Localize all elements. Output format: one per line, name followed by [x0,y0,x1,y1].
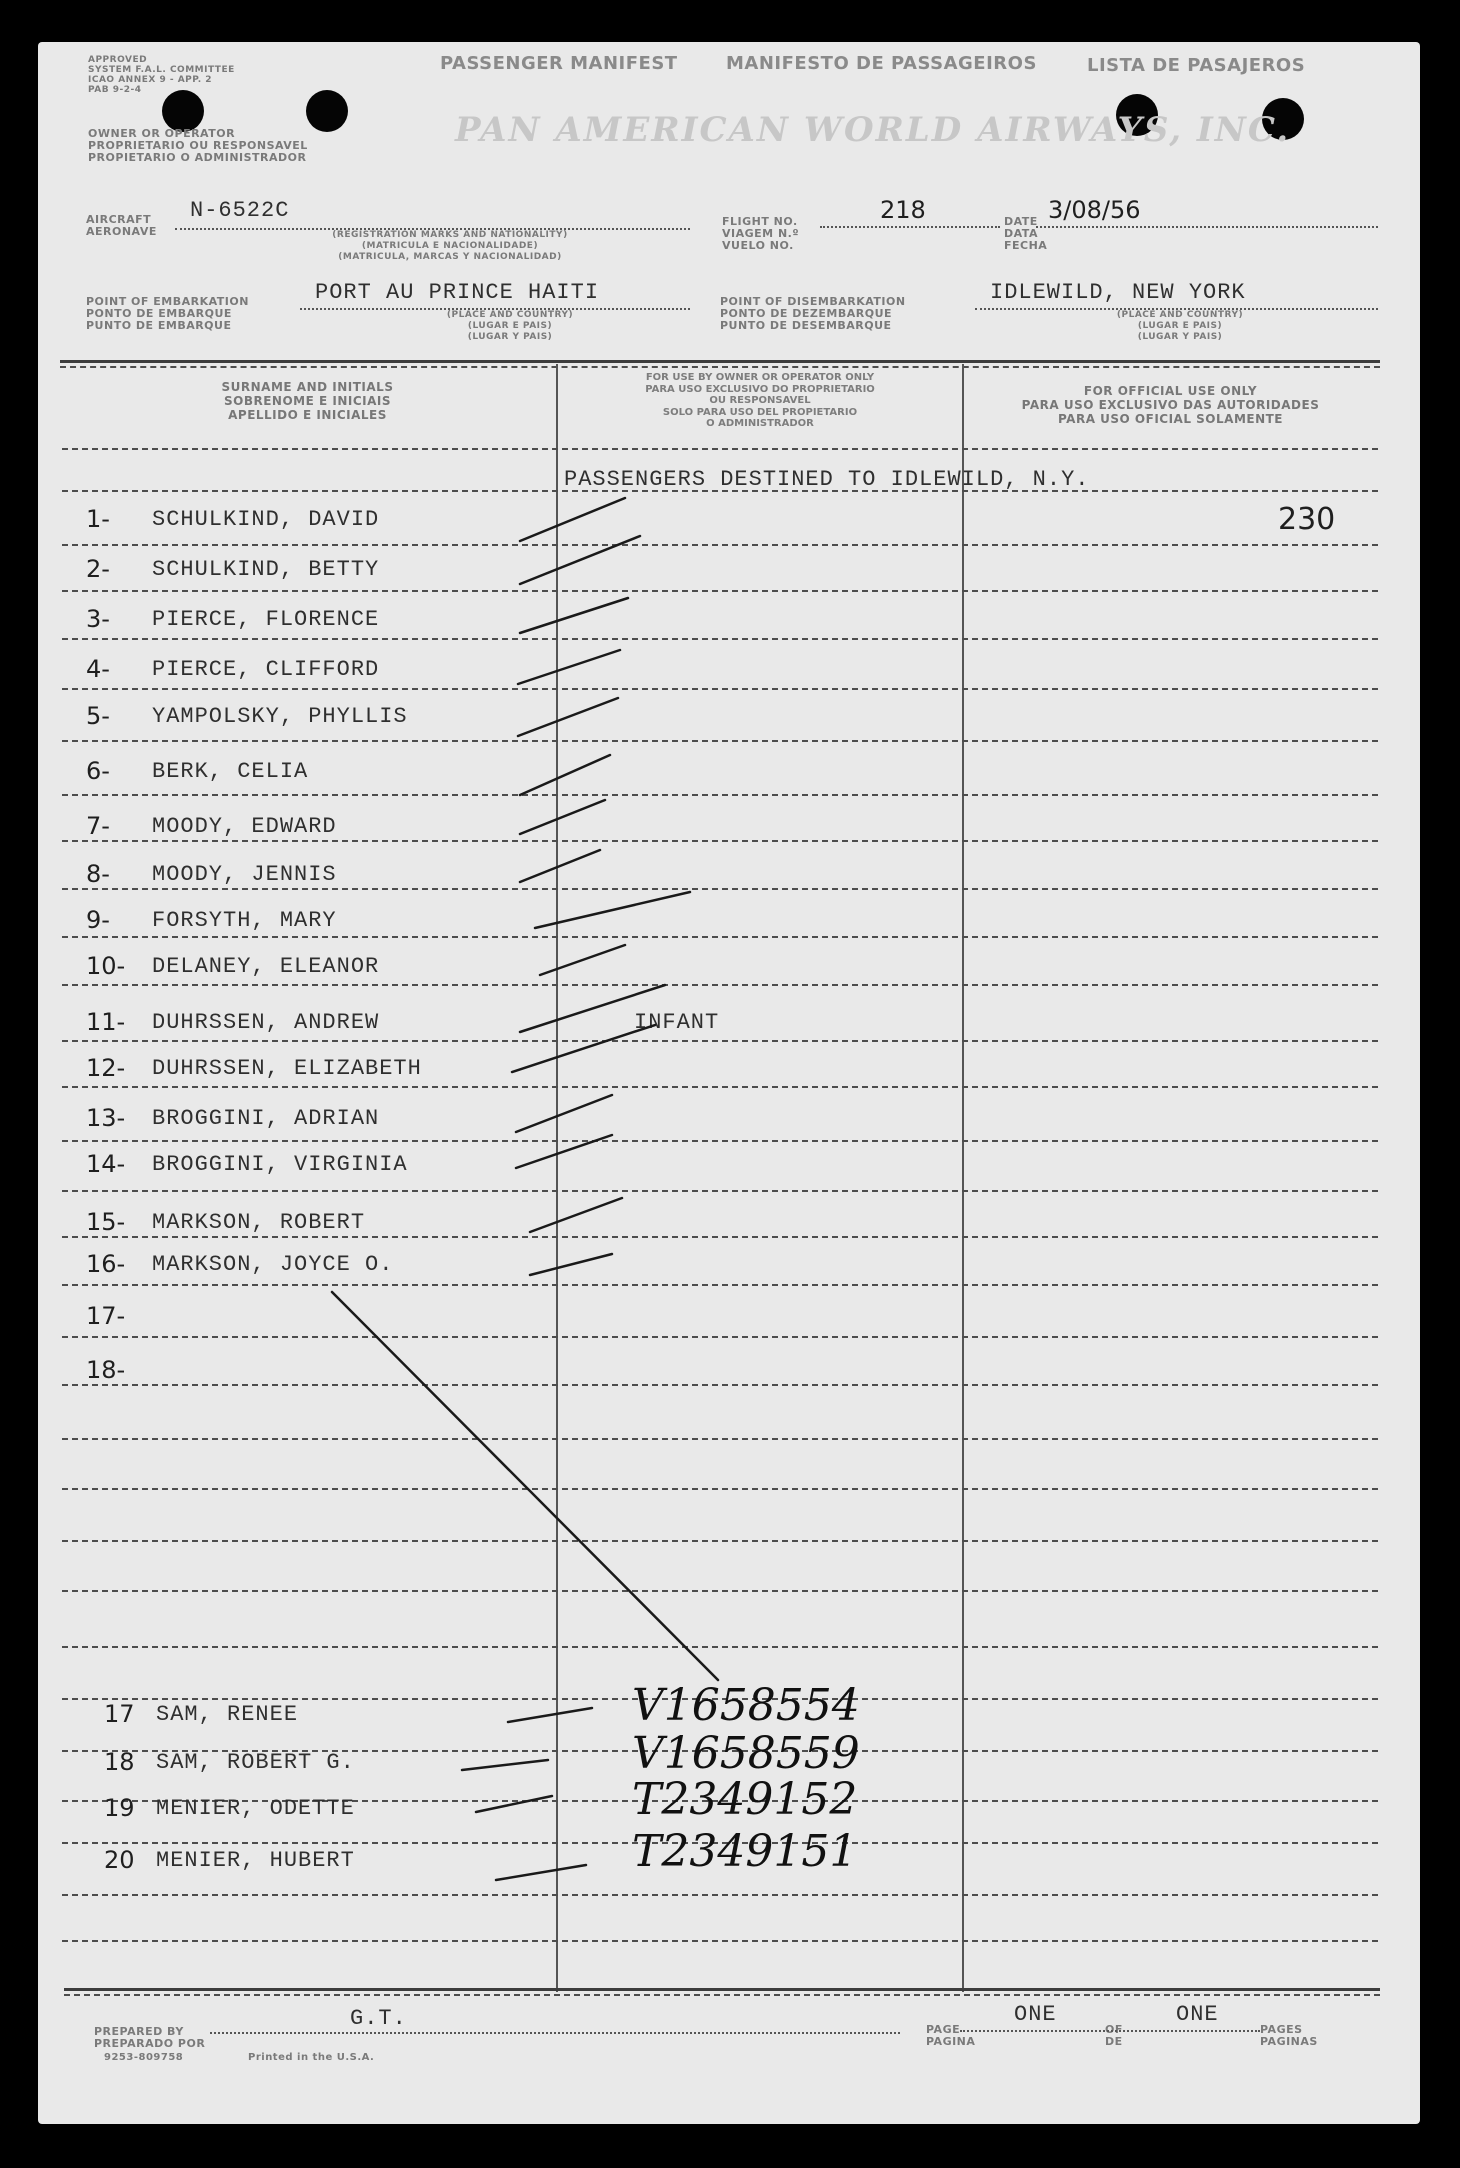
passenger-number: 1- [86,505,110,533]
ticket-number: V1658559 [632,1728,860,1779]
strike-through-line [332,1292,718,1680]
tick-mark [530,1198,622,1232]
tick-mark [520,598,628,633]
tick-mark [518,650,620,684]
flight-label: FLIGHT NO. VIAGEM N.º VUELO NO. [722,215,800,252]
column-header-names: SURNAME AND INITIALS SOBRENOME E INICIAIS APELLIDO E INICIALES [221,380,394,422]
owner-label: OWNER OR OPERATOR PROPRIETARIO OU RESPONSAVEL PROPIETARIO O ADMINISTRADOR [88,127,308,164]
passenger-name: DUHRSSEN, ELIZABETH [152,1056,422,1081]
tick-mark [540,945,625,975]
passenger-number: 2- [86,555,110,583]
approval-note: APPROVED SYSTEM F.A.L. COMMITTEE ICAO ANNEX 9 - APP. 2 PAB 9-2-4 [88,55,235,95]
tick-mark [496,1865,586,1880]
airline-name: PAN AMERICAN WORLD AIRWAYS, INC. [455,110,1291,150]
passenger-name: BROGGINI, ADRIAN [152,1106,380,1131]
tick-mark [476,1796,552,1812]
prepared-underline [210,2032,900,2034]
ticket-number: V1658554 [632,1680,860,1731]
disembarkation-label: POINT OF DISEMBARKATION PONTO DE DEZEMBARQUE PUNTO DE DESEMBARQUE [720,295,906,332]
printed-in: Printed in the U.S.A. [248,2052,375,2063]
passenger-number: 11- [86,1008,126,1036]
tick-mark [520,755,610,795]
embarkation-sub: (PLACE AND COUNTRY) (LUGAR E PAIS) (LUGAR Y PAIS) [446,310,574,342]
embarkation-label: POINT OF EMBARKATION PONTO DE EMBARQUE PUNTO DE EMBARQUE [86,295,249,332]
passenger-name: DELANEY, ELEANOR [152,954,380,979]
title-portuguese: MANIFESTO DE PASSAGEIROS [726,53,1037,74]
title-spanish: LISTA DE PASAJEROS [1087,55,1306,76]
aircraft-value: N-6522C [190,198,290,223]
aircraft-label: AIRCRAFT AERONAVE [86,213,157,238]
flight-value: 218 [880,196,926,224]
passenger-name: MENIER, HUBERT [156,1848,355,1873]
ticket-number: T2349152 [632,1774,858,1825]
passenger-name: MARKSON, JOYCE O. [152,1252,394,1277]
title-english: PASSENGER MANIFEST [440,53,678,74]
prepared-by-value: G.T. [350,2006,407,2031]
tick-mark [520,800,605,834]
tick-mark [520,536,640,584]
page-value: ONE [1014,2002,1057,2027]
passenger-number: 17- [86,1302,126,1330]
passenger-name: DUHRSSEN, ANDREW [152,1010,380,1035]
pages-value: ONE [1176,2002,1219,2027]
passenger-number: 17 [104,1700,135,1728]
tick-mark [518,698,618,736]
page-label: PAGE PAGINA [926,2023,976,2048]
tick-mark [520,498,625,541]
tick-mark [508,1708,592,1722]
passenger-number: 9- [86,906,110,934]
tick-mark [530,1254,612,1275]
passenger-name: MOODY, JENNIS [152,862,337,887]
date-value: 3/08/56 [1048,196,1141,224]
passenger-number: 18- [86,1356,126,1384]
tick-mark [520,850,600,882]
passenger-name: SCHULKIND, BETTY [152,557,380,582]
passenger-name: FORSYTH, MARY [152,908,337,933]
tick-mark [462,1760,548,1770]
passenger-number: 6- [86,757,110,785]
passenger-number: 3- [86,605,110,633]
table-bottom-rule-2 [64,1994,1380,1996]
passenger-number: 18 [104,1748,135,1776]
disembarkation-value: IDLEWILD, NEW YORK [990,280,1246,305]
passenger-name: SAM, RENEE [156,1702,299,1727]
destination-note: PASSENGERS DESTINED TO IDLEWILD, N.Y. [564,467,1090,492]
ticket-number: T2349151 [632,1826,858,1877]
passenger-note: INFANT [634,1010,720,1035]
date-label: DATE DATA FECHA [1004,215,1048,252]
column-header-official: FOR OFFICIAL USE ONLY PARA USO EXCLUSIVO DAS AUTORIDADES PARA USO OFICIAL SOLAMENTE [1021,384,1320,426]
passenger-number: 19 [104,1794,135,1822]
passenger-name: BERK, CELIA [152,759,309,784]
passenger-name: MOODY, EDWARD [152,814,337,839]
disembarkation-sub: (PLACE AND COUNTRY) (LUGAR E PAIS) (LUGAR Y PAIS) [1116,310,1244,342]
passenger-name: MENIER, ODETTE [156,1796,355,1821]
passenger-number: 16- [86,1250,126,1278]
pages-label: PAGES PAGINAS [1260,2023,1318,2048]
column-header-operator: FOR USE BY OWNER OR OPERATOR ONLY PARA USO EXCLUSIVO DO PROPRIETARIO OU RESPONSAVEL SOLO PARA USO DEL PROPIETARIO O ADMINISTRADOR [645,372,875,429]
tick-mark [516,1095,612,1132]
tick-mark [520,985,665,1032]
passenger-name: MARKSON, ROBERT [152,1210,366,1235]
passenger-name: SCHULKIND, DAVID [152,507,380,532]
prepared-by-label: PREPARED BY PREPARADO POR [94,2025,206,2050]
tick-mark [512,1025,655,1072]
passenger-name: SAM, ROBERT G. [156,1750,355,1775]
passenger-number: 7- [86,812,110,840]
passenger-number: 20 [104,1846,135,1874]
table-bottom-rule [64,1988,1380,1991]
passenger-number: 15- [86,1208,126,1236]
page-underline [960,2030,1260,2032]
embarkation-value: PORT AU PRINCE HAITI [315,280,600,305]
of-label: OF DE [1105,2023,1123,2048]
tick-mark [516,1135,612,1168]
passenger-name: BROGGINI, VIRGINIA [152,1152,408,1177]
passenger-number: 13- [86,1104,126,1132]
passenger-name: PIERCE, CLIFFORD [152,657,380,682]
passenger-number: 12- [86,1054,126,1082]
tick-mark [535,892,690,928]
aircraft-sub: (REGISTRATION MARKS AND NATIONALITY) (MATRICULA E NACIONALIDADE) (MATRICULA, MARCAS Y NACIONALIDAD) [332,230,568,262]
official-count: 230 [1278,502,1336,537]
passenger-name: YAMPOLSKY, PHYLLIS [152,704,408,729]
passenger-number: 4- [86,655,110,683]
form-number: 9253-809758 [104,2052,184,2063]
passenger-number: 14- [86,1150,126,1178]
passenger-number: 10- [86,952,126,980]
passenger-number: 5- [86,702,110,730]
passenger-number: 8- [86,860,110,888]
passenger-name: PIERCE, FLORENCE [152,607,380,632]
